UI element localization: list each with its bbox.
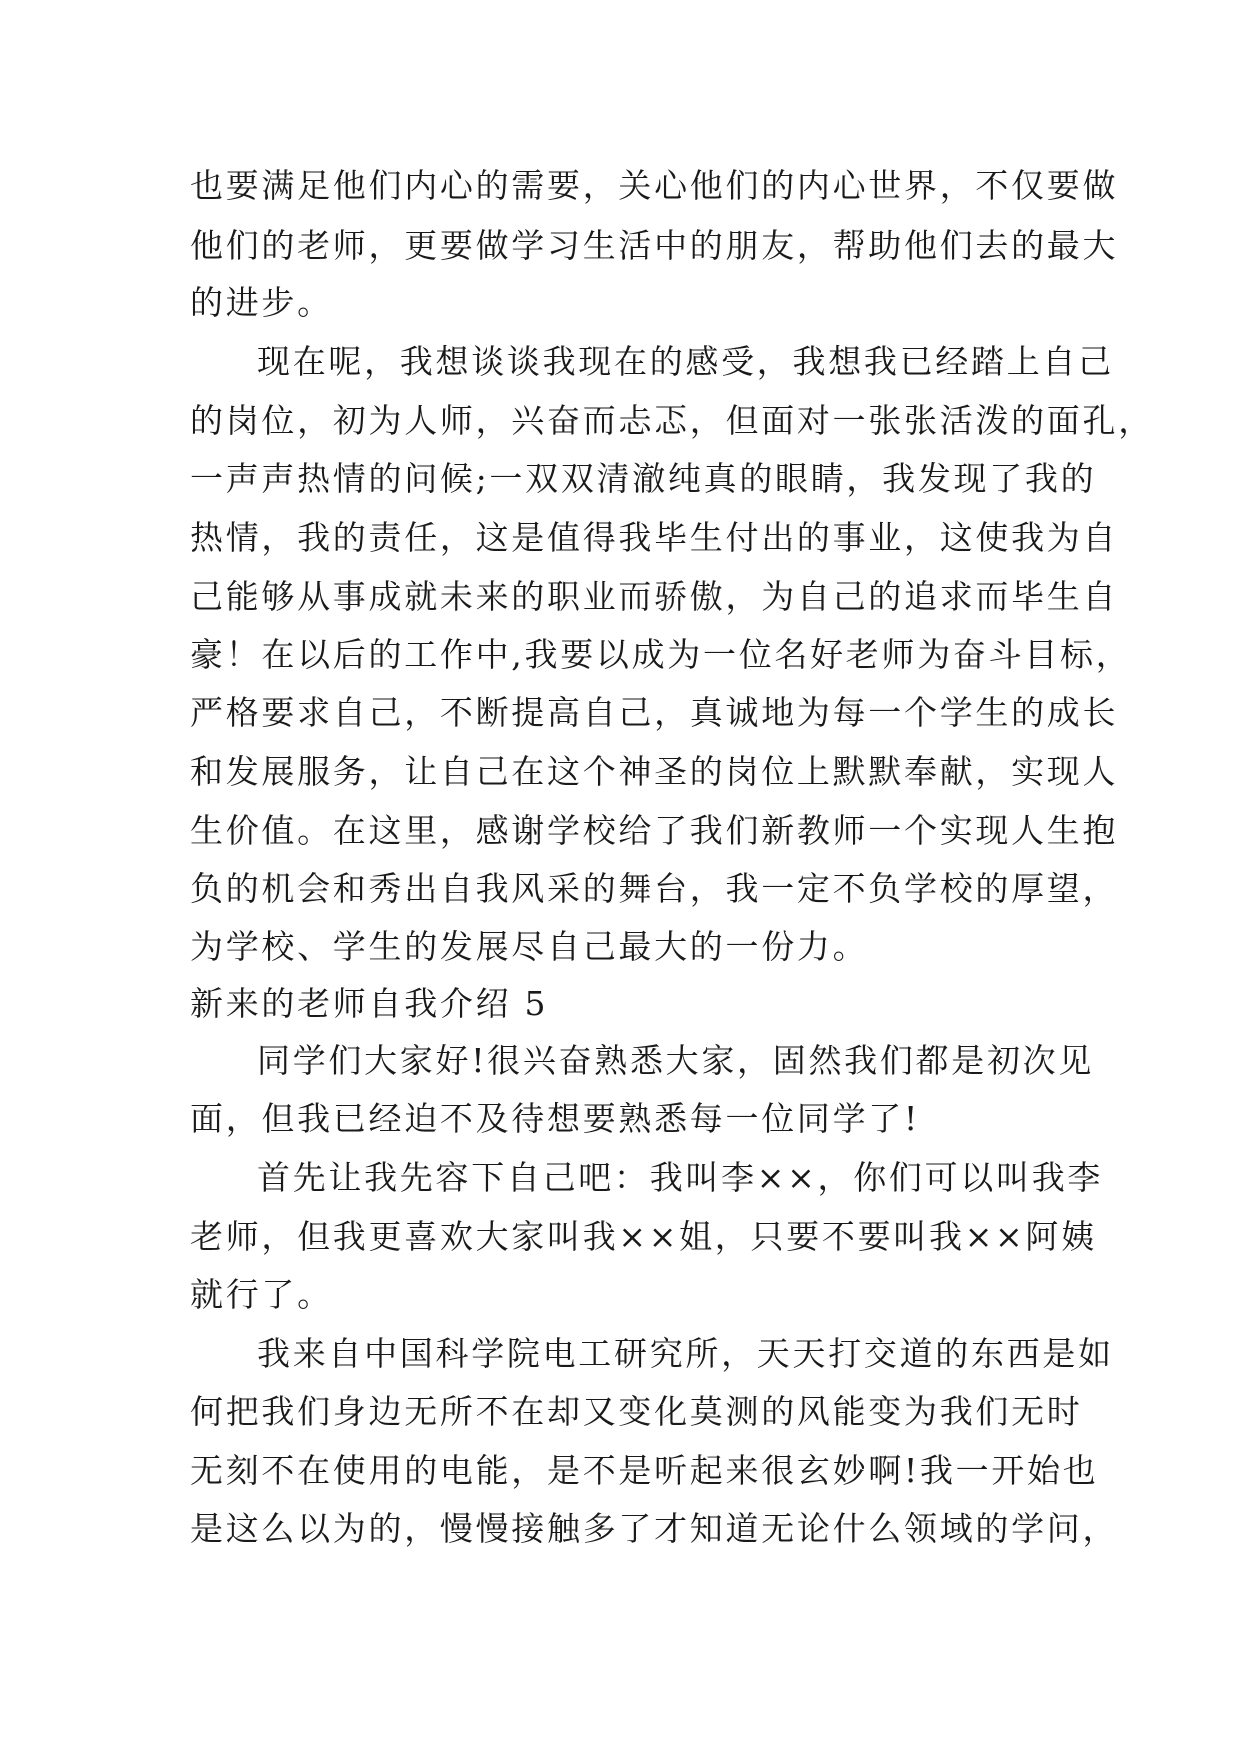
section-heading: 新来的老师自我介绍 5 xyxy=(190,984,549,1023)
text-line: 也要满足他们内心的需要，关心他们的内心世界，不仅要做 xyxy=(190,166,1119,205)
paragraph-first-line: 同学们大家好!很兴奋熟悉大家，固然我们都是初次见 xyxy=(257,1041,1095,1080)
text-line: 面，但我已经迫不及待想要熟悉每一位同学了! xyxy=(190,1099,920,1138)
text-line: 他们的老师，更要做学习生活中的朋友，帮助他们去的最大 xyxy=(190,226,1119,265)
text-line: 热情，我的责任，这是值得我毕生付出的事业，这使我为自 xyxy=(190,518,1119,557)
text-line: 生价值。在这里，感谢学校给了我们新教师一个实现人生抱 xyxy=(190,811,1119,850)
paragraph-first-line: 首先让我先容下自己吧：我叫李××，你们可以叫我李 xyxy=(257,1158,1104,1197)
text-line: 己能够从事成就未来的职业而骄傲，为自己的追求而毕生自 xyxy=(190,577,1119,616)
text-line: 老师，但我更喜欢大家叫我××姐，只要不要叫我××阿姨 xyxy=(190,1217,1097,1256)
text-line: 的进步。 xyxy=(190,283,333,322)
paragraph-first-line: 我来自中国科学院电工研究所，天天打交道的东西是如 xyxy=(257,1334,1114,1373)
text-line: 的岗位，初为人师，兴奋而忐忑，但面对一张张活泼的面孔， xyxy=(190,401,1154,440)
text-line: 和发展服务，让自己在这个神圣的岗位上默默奉献，实现人 xyxy=(190,752,1119,791)
paragraph-first-line: 现在呢，我想谈谈我现在的感受，我想我已经踏上自己 xyxy=(257,342,1114,381)
text-line: 负的机会和秀出自我风采的舞台，我一定不负学校的厚望， xyxy=(190,869,1119,908)
text-line: 为学校、学生的发展尽自己最大的一份力。 xyxy=(190,927,869,966)
text-line: 严格要求自己，不断提高自己，真诚地为每一个学生的成长 xyxy=(190,693,1119,732)
text-line: 一声声热情的问候;一双双清澈纯真的眼睛，我发现了我的 xyxy=(190,459,1097,498)
text-line: 何把我们身边无所不在却又变化莫测的风能变为我们无时 xyxy=(190,1392,1083,1431)
text-line: 豪！在以后的工作中,我要以成为一位名好老师为奋斗目标， xyxy=(190,635,1132,674)
text-line: 就行了。 xyxy=(190,1275,333,1314)
text-line: 无刻不在使用的电能，是不是听起来很玄妙啊!我一开始也 xyxy=(190,1451,1099,1490)
text-line: 是这么以为的，慢慢接触多了才知道无论什么领域的学问， xyxy=(190,1509,1119,1548)
